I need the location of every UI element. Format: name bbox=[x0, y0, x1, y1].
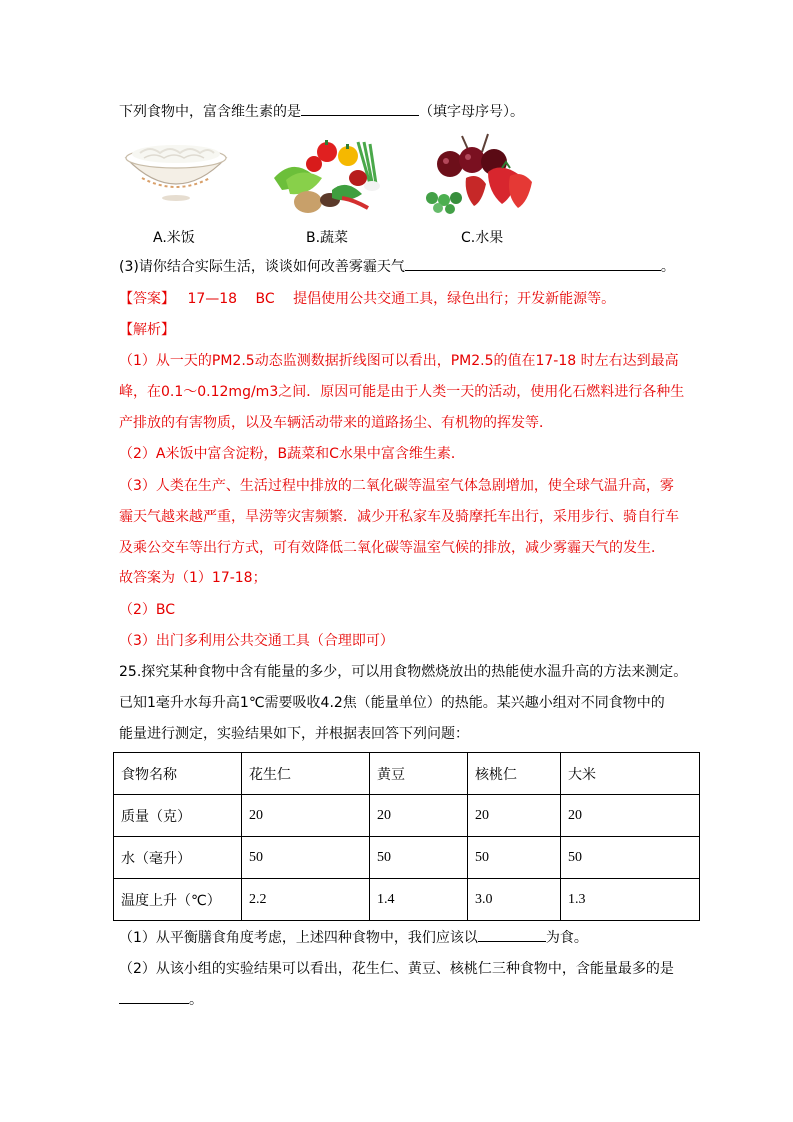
analysis-line: （2）A米饭中富含淀粉，B蔬菜和C水果中富含维生素． bbox=[119, 446, 465, 462]
q25-intro-line: 已知1毫升水每升高1℃需要吸收4.2焦（能量单位）的热能。某兴趣小组对不同食物中的 bbox=[119, 695, 665, 711]
table-cell: 50 bbox=[561, 837, 700, 879]
q25-sub1-suffix: 为食。 bbox=[545, 930, 588, 946]
q25-sub1-blank[interactable] bbox=[478, 927, 546, 942]
table-cell: 50 bbox=[370, 837, 468, 879]
table-cell: 50 bbox=[242, 837, 370, 879]
table-header-cell: 大米 bbox=[561, 753, 700, 795]
table-cell: 20 bbox=[370, 795, 468, 837]
table-header-row bbox=[114, 753, 700, 795]
table-row bbox=[114, 795, 700, 837]
fiber-question-suffix: （填字母序号）。 bbox=[419, 104, 524, 120]
q3-text: (3)请你结合实际生活，谈谈如何改善雾霾天气 bbox=[119, 259, 405, 275]
table-cell: 1.4 bbox=[370, 879, 468, 921]
fiber-question-line bbox=[119, 101, 524, 123]
option-c-label: C.水果 bbox=[461, 230, 504, 246]
option-a-label: A.米饭 bbox=[153, 230, 195, 246]
table-cell: 3.0 bbox=[468, 879, 561, 921]
q25-sub1-prefix: （1）从平衡膳食角度考虑，上述四种食物中，我们应该以 bbox=[119, 930, 478, 946]
table-row bbox=[114, 879, 700, 921]
answer-text: 17—18 BC 提倡使用公共交通工具，绿色出行；开发新能源等。 bbox=[187, 291, 616, 307]
q25-sub2-text: （2）从该小组的实验结果可以看出，花生仁、黄豆、核桃仁三种食物中，含能量最多的是 bbox=[119, 961, 674, 977]
q3-answer-blank[interactable] bbox=[405, 256, 661, 271]
table-cell: 1.3 bbox=[561, 879, 700, 921]
table-cell: 20 bbox=[468, 795, 561, 837]
q25-intro-line: 能量进行测定，实验结果如下，并根据表回答下列问题： bbox=[119, 726, 469, 742]
q25-sub2-end: 。 bbox=[189, 992, 203, 1008]
q25-sub2-blank[interactable] bbox=[119, 989, 189, 1004]
table-header-cell: 黄豆 bbox=[370, 753, 468, 795]
table-cell: 2.2 bbox=[242, 879, 370, 921]
table-cell: 水（毫升） bbox=[114, 837, 242, 879]
analysis-tag: 【解析】 bbox=[119, 322, 175, 338]
fiber-answer-blank[interactable] bbox=[301, 101, 419, 116]
analysis-line: 产排放的有害物质，以及车辆活动带来的道路扬尘、有机物的挥发等． bbox=[119, 415, 553, 431]
table-cell: 20 bbox=[242, 795, 370, 837]
table-cell: 质量（克） bbox=[114, 795, 242, 837]
table-cell: 50 bbox=[468, 837, 561, 879]
analysis-line: 峰，在0.1～0.12mg/m3之间．原因可能是由于人类一天的活动，使用化石燃料进行各种生 bbox=[119, 384, 685, 400]
analysis-line: （1）从一天的PM2.5动态监测数据折线图可以看出，PM2.5的值在17-18 时左右达到最高 bbox=[119, 353, 679, 369]
analysis-line: （3）出门多利用公共交通工具（合理即可） bbox=[119, 633, 394, 649]
table-header-cell: 花生仁 bbox=[242, 753, 370, 795]
table-cell: 20 bbox=[561, 795, 700, 837]
rice-bowl-icon bbox=[122, 140, 230, 202]
analysis-line: （3）人类在生产、生活过程中排放的二氧化碳等温室气体急剧增加，使全球气温升高，雾 bbox=[119, 478, 674, 494]
answer-line bbox=[119, 288, 615, 310]
analysis-line: 及乘公交车等出行方式，可有效降低二氧化碳等温室气候的排放，减少雾霾天气的发生． bbox=[119, 540, 665, 556]
q25-sub2-answer-line bbox=[119, 989, 203, 1011]
analysis-line: 霾天气越来越严重，旱涝等灾害频繁．减少开私家车及骑摩托车出行，采用步行、骑自行车 bbox=[119, 509, 679, 525]
q25-sub1-line bbox=[119, 927, 588, 949]
analysis-line: 故答案为（1）17-18； bbox=[119, 570, 267, 586]
table-header-cell: 食物名称 bbox=[114, 753, 242, 795]
q25-intro-line: 25.探究某种食物中含有能量的多少，可以用食物燃烧放出的热能使水温升高的方法来测定。 bbox=[119, 664, 688, 680]
option-b-label: B.蔬菜 bbox=[306, 230, 349, 246]
fiber-question-text: 下列食物中，富含维生素的是 bbox=[119, 104, 301, 120]
answer-tag: 【答案】 bbox=[119, 291, 175, 307]
analysis-line: （2）BC bbox=[119, 602, 176, 618]
table-header-cell: 核桃仁 bbox=[468, 753, 561, 795]
table-row bbox=[114, 837, 700, 879]
food-energy-table bbox=[113, 752, 700, 921]
q3-suffix: 。 bbox=[660, 259, 675, 275]
vegetables-icon bbox=[272, 138, 388, 218]
q3-line bbox=[119, 256, 675, 278]
table-cell: 温度上升（℃） bbox=[114, 879, 242, 921]
fruits-icon bbox=[422, 132, 534, 216]
